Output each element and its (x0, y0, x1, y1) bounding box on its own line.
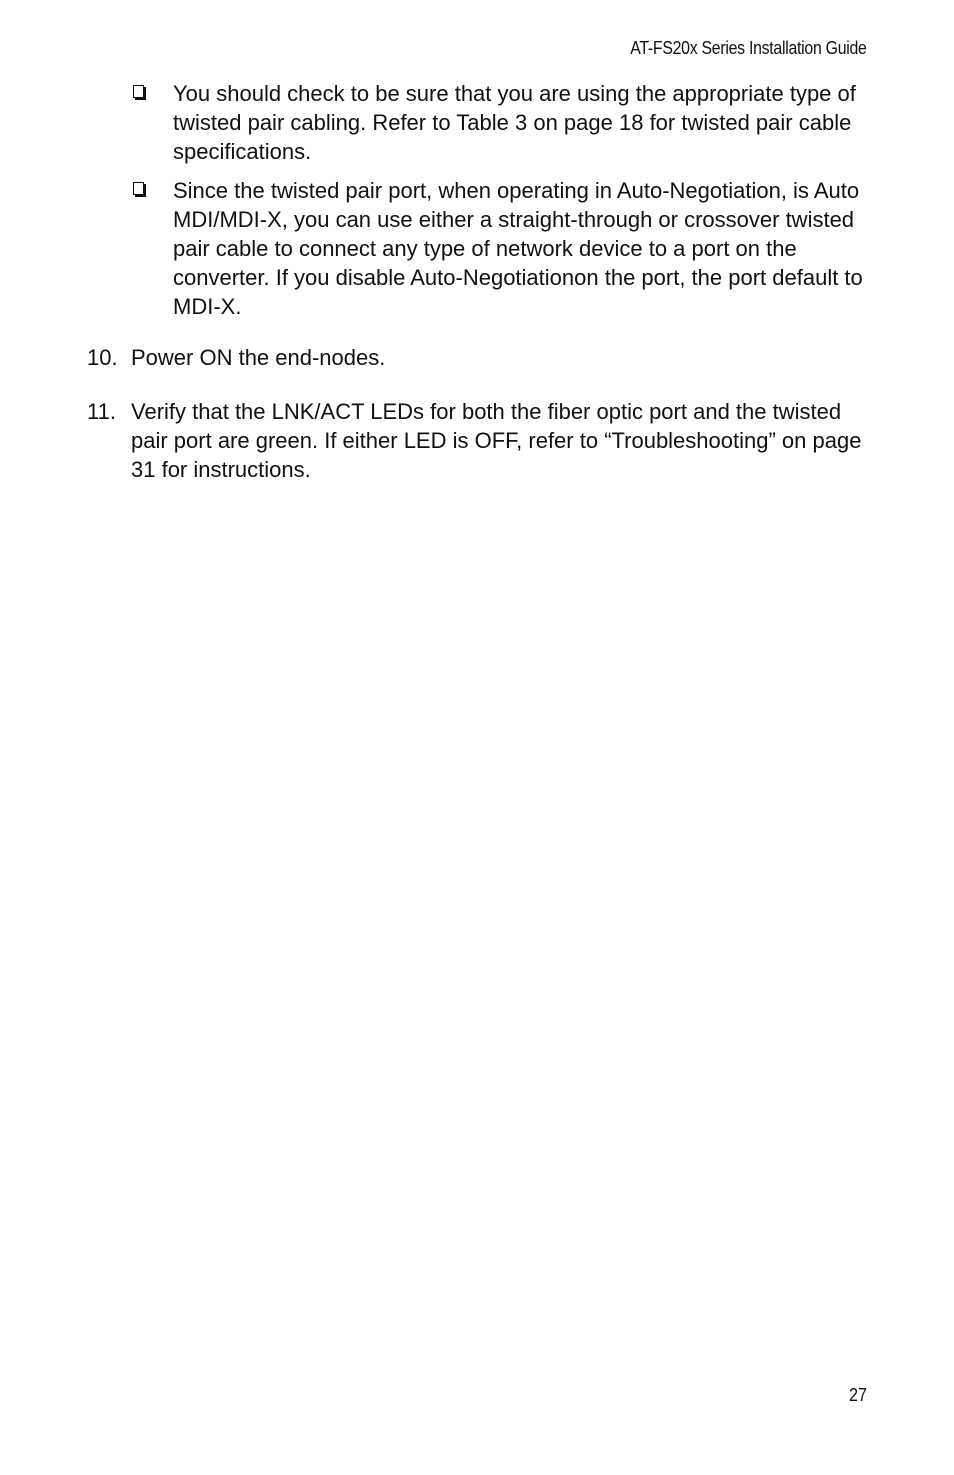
step-10 (87, 343, 877, 372)
running-header: AT-FS20x Series Installation Guide (630, 38, 867, 58)
step-number: 10. (87, 345, 118, 370)
step-text: Verify that the LNK/ACT LEDs for both the fiber optic port and the twisted pair port are green. If either LED is OFF, refer to “Troubleshooting” on page 31 for instructions. (131, 399, 862, 482)
page-number: 27 (848, 1385, 867, 1405)
bullet-text: Since the twisted pair port, when operating in Auto-Negotiation, is Auto MDI/MDI-X, you can use either a straight-through or crossover twisted pair cable to connect any type of network device to a port on the converter. If you disable Auto-Negotiationon the port, the port default to MDI-X. (173, 178, 863, 319)
checkbox-bullet-icon (133, 85, 144, 98)
bullet-item-auto-mdi (130, 176, 870, 321)
step-text: Power ON the end-nodes. (131, 345, 386, 370)
step-number: 11. (87, 399, 116, 424)
bullet-item-cabling-check (130, 79, 870, 166)
numbered-steps (87, 343, 877, 509)
checkbox-bullet-icon (133, 182, 144, 195)
bullet-list (130, 79, 870, 331)
step-11 (87, 397, 877, 484)
bullet-text: You should check to be sure that you are using the appropriate type of twisted pair cabling. Refer to Table 3 on page 18 for twisted pair cable specifications. (173, 81, 856, 164)
